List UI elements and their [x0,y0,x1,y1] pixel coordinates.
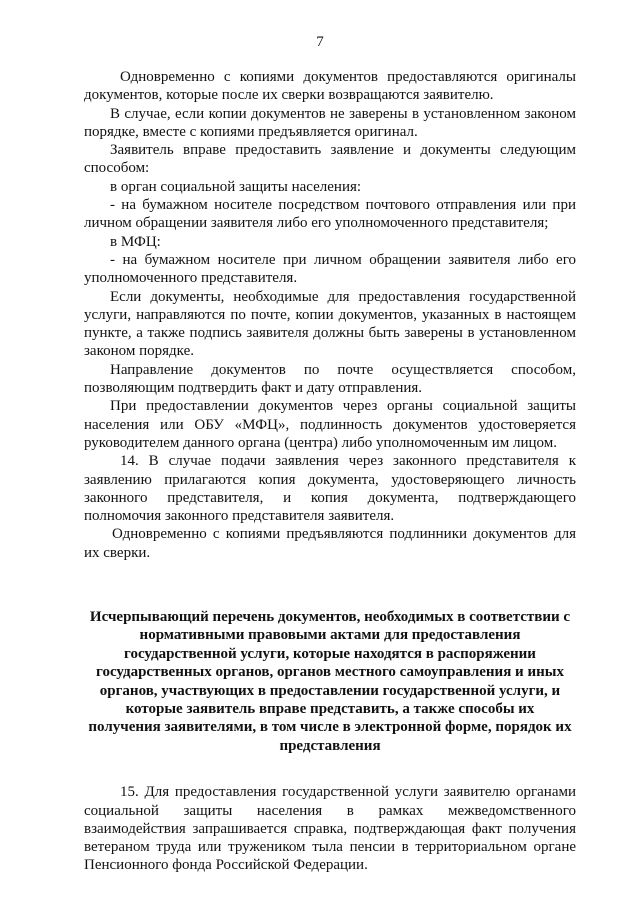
paragraph-15: 15. Для предоставления государственной услуги заявителю органами социальной защиты населения в рамках межведомственного взаимодействия запрашивается справка, подтверждающая факт получения ветераном труда или тружеником тыла пенсии в территориальном органе Пенсионного фонда Российской Федерации. [84,784,576,874]
paragraph-authenticity: При предоставлении документов через органы социальной защиты населения или ОБУ «МФЦ», подлинность документов удостоверяется руководителем данного органа (центра) либо уполномоченным им лицом. [84,398,576,451]
paragraph-originals: Одновременно с копиями документов предоставляются оригиналы документов, которые после их сверки возвращаются заявителю. [84,69,576,104]
page-number: 7 [316,34,324,50]
paragraph-mail-documents: Если документы, необходимые для предоставления государственной услуги, направляются по почте, копии документов, указанных в настоящем пункте, а также подпись заявителя должны быть заверены в установленном законом порядке. [84,288,576,360]
paragraph-originals-verification: Одновременно с копиями предъявляются подлинники документов для их сверки. [84,526,576,561]
section-heading: Исчерпывающий перечень документов, необходимых в соответствии с нормативными правовыми актами для предоставления государственной услуги, которые находятся в распоряжении государственных органов, органов местного самоуправления и иных органов, участвующих в предоставлении государственной услуги, и которые заявитель вправе представить, а также способы их получения заявителями, в том числе в электронной форме, порядок их представления [88,609,572,754]
paragraph-mfc: в МФЦ: [110,233,161,250]
paragraph-paper-mail: - на бумажном носителе посредством почтового отправления или при личном обращении заявителя либо его уполномоченного представителя; [84,197,576,232]
paragraph-social-protection: в орган социальной защиты населения: [110,178,362,195]
paragraph-mail-direction: Направление документов по почте осуществляется способом, позволяющим подтвердить факт и дату отправления. [84,361,576,397]
paragraph-paper-personal: - на бумажном носителе при личном обращении заявителя либо его уполномоченного представителя. [84,251,576,287]
paragraph-14: 14. В случае подачи заявления через законного представителя к заявлению прилагаются копия документа, удостоверяющего личность законного представителя, и копия документа, подтверждающего полномочия законного представителя заявителя. [84,453,576,525]
document-body [84,68,576,875]
paragraph-not-certified: В случае, если копии документов не заверены в установленном законом порядке, вместе с копиями предъявляется оригинал. [84,105,576,140]
paragraph-submission-methods: Заявитель вправе предоставить заявление и документы следующим способом: [84,142,576,177]
